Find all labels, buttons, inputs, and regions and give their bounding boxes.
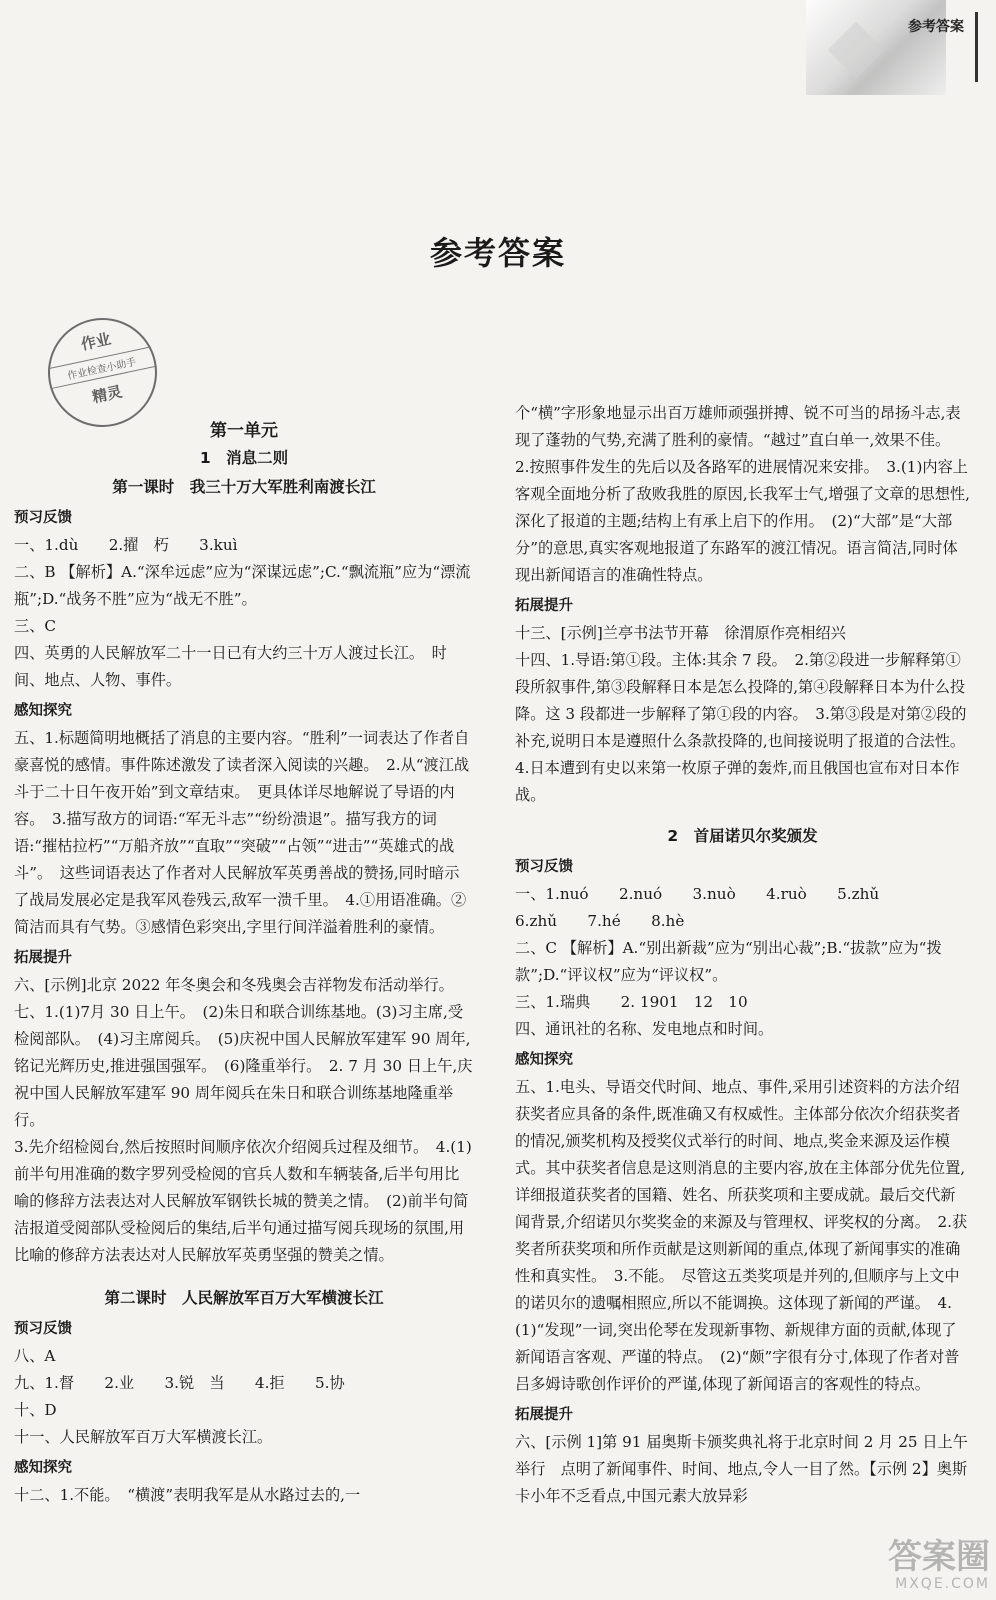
answer-line: 五、1.标题简明地概括了消息的主要内容。“胜利”一词表达了作者自豪喜悦的感情。事件陈述激发了读者深入阅读的兴趣。 2.从“渡江战斗于二十日午夜开始”到文章结束。 更具体详尽地解说了导语的内容。 3.描写敌方的词语:“军无斗志”“纷纷溃退”。描写我方的词语:“摧枯拉朽”“万船齐放”“直取”“突破”“占领”“进击”“英雄式的战斗”。 这些词语表达了作者对人民解放军英勇善战的赞扬,同时暗示了战局发展必定是我军风卷残云,敌军一溃千里。 4.①用语准确。②简洁而具有气势。③感情色彩突出,字里行间洋溢着胜利的豪情。 [14, 729, 470, 936]
answer-line: 3.先介绍检阅台,然后按照时间顺序依次介绍阅兵过程及细节。 4.(1)前半句用准确的数字罗列受检阅的官兵人数和车辆装备,后半句用比喻的修辞方法表达对人民解放军钢铁长城的赞美之情。 (2)前半句简洁报道受阅部队受检阅后的集结,后半句通过描写阅兵现场的氛围,用比喻的修辞方法表达对人民解放军英勇坚强的赞美之情。 [14, 1138, 472, 1264]
section-heading: 感知探究 [14, 1460, 72, 1476]
left-column [14, 418, 474, 1509]
stamp-bottom-text: 精灵 [90, 382, 124, 407]
answer-line: 六、[示例]北京 2022 年冬奥会和冬残奥会吉祥物发布活动举行。 [14, 976, 454, 994]
section-heading: 预习反馈 [515, 859, 573, 875]
answer-line: 四、英勇的人民解放军二十一日已有大约三十万人渡过长江。 时间、地点、人物、事件。 [14, 644, 447, 689]
section-heading: 拓展提升 [515, 1407, 573, 1423]
answer-line: 九、1.督 2.业 3.锐 当 4.拒 5.协 [14, 1374, 345, 1392]
lesson-title-1: 第一课时 我三十万大军胜利南渡长江 [112, 478, 376, 496]
answer-line: 十三、[示例]兰亭书法节开幕 徐渭原作亮相绍兴 [515, 624, 846, 642]
answer-line: 一、1.nuó 2.nuó 3.nuò 4.ruò 5.zhǔ [515, 885, 880, 903]
article-title-2: 2 首届诺贝尔奖颁发 [667, 827, 818, 845]
right-column [515, 400, 970, 1510]
answer-line: 八、A [14, 1347, 56, 1365]
answer-line: 七、1.(1)7月 30 日上午。 (2)朱日和联合训练基地。(3)习主席,受检阅部队。 (4)习主席阅兵。 (5)庆祝中国人民解放军建军 90 周年,铭记光辉历史,推进强国强军。 (6)隆重举行。 2. 7 月 30 日上午,庆祝中国人民解放军建军 90 周年阅兵在朱日和联合训练基地隆重举行。 [14, 1003, 473, 1129]
lesson-title-2: 第二课时 人民解放军百万大军横渡长江 [104, 1289, 384, 1307]
watermark-main-text: 答案圈 [888, 1537, 990, 1577]
answer-line: 六、[示例 1]第 91 届奥斯卡颁奖典礼将于北京时间 2 月 25 日上午举行 点明了新闻事件、时间、地点,令人一目了然。【示例 2】奥斯卡小年不乏看点,中国元素大放异彩 [515, 1433, 968, 1505]
answer-line: 个“横”字形象地显示出百万雄师顽强拼搏、锐不可当的昂扬斗志,表现了蓬勃的气势,充满了胜利的豪情。“越过”直白单一,效果不佳。 2.按照事件发生的先后以及各路军的进展情况来安排。 3.(1)内容上客观全面地分析了敌败我胜的原因,长我军士气,增强了文章的思想性,深化了报道的主题;结构上有承上启下的作用。 (2)“大部”是“大部分”的意思,真实客观地报道了东路军的渡江情况。语言简洁,同时体现出新闻语言的准确性特点。 [515, 404, 970, 584]
page-title: 参考答案 [429, 234, 566, 272]
answer-line: 五、1.电头、导语交代时间、地点、事件,采用引述资料的方法介绍获奖者应具备的条件,既准确又有权威性。主体部分依次介绍获奖者的情况,颁奖机构及授奖仪式举行的时间、地点,奖金来源及运作模式。其中获奖者信息是这则消息的主要内容,放在主体部分优先位置,详细报道获奖者的国籍、姓名、所获奖项和主要成就。最后交代新闻背景,介绍诺贝尔奖奖金的来源及与管理权、评奖权的分离。 2.获奖者所获奖项和所作贡献是这则新闻的重点,体现了新闻事实的准确性和真实性。 3.不能。 尽管这五类奖项是并列的,但顺序与上文中的诺贝尔的遗嘱相照应,所以不能调换。这体现了新闻的严谨。 4.(1)“发现”一词,突出伦琴在发现新事物、新规律方面的贡献,体现了新闻语言客观、严谨的特点。 (2)“颇”字很有分寸,体现了作者对普吕多姆诗歌创作评价的严谨,体现了新闻语言的客观性的特点。 [515, 1078, 968, 1393]
unit-title: 第一单元 [210, 421, 278, 441]
answer-line: 三、C [14, 617, 56, 635]
section-heading: 拓展提升 [515, 598, 573, 614]
answer-line: 二、B 【解析】A.“深牟远虑”应为“深谋远虑”;C.“飘流瓶”应为“漂流瓶”;D.“战务不胜”应为“战无不胜”。 [14, 563, 471, 608]
answer-line: 6.zhǔ 7.hé 8.hè [515, 912, 685, 930]
answer-line: 三、1.瑞典 2. 1901 12 10 [515, 993, 748, 1011]
section-heading: 预习反馈 [14, 510, 72, 526]
answer-line: 一、1.dù 2.擢 朽 3.kuì [14, 536, 238, 554]
answer-line: 十二、1.不能。 “横渡”表明我军是从水路过去的,一 [14, 1486, 361, 1504]
answer-line: 十四、1.导语:第①段。主体:其余 7 段。 2.第②段进一步解释第①段所叙事件,第③段解释日本是怎么投降的,第④段解释日本为什么投降。这 3 段都进一步解释了第①段的内容。 3.第③段是对第②段的补充,说明日本是遵照什么条款投降的,也间接说明了报道的合法性。 [515, 651, 967, 750]
corner-decoration [806, 0, 946, 95]
section-heading: 感知探究 [515, 1052, 573, 1068]
answer-line: 十、D [14, 1401, 57, 1419]
section-heading: 拓展提升 [14, 950, 72, 966]
header-label: 参考答案 [908, 19, 964, 35]
answer-line: 4.日本遭到有史以来第一枚原子弹的轰炸,而且俄国也宣布对日本作战。 [515, 759, 960, 804]
article-title-1: 1 消息二则 [199, 449, 289, 467]
stamp-top-text: 作业 [79, 329, 113, 354]
section-heading: 预习反馈 [14, 1321, 72, 1337]
answer-line: 十一、人民解放军百万大军横渡长江。 [14, 1428, 273, 1446]
stamp-middle-text: 作业检查小助手 [48, 346, 155, 388]
watermark-sub-text: MXQE.COM [895, 1576, 990, 1592]
header-rule [975, 12, 978, 82]
answer-line: 四、通讯社的名称、发电地点和时间。 [515, 1020, 774, 1038]
section-heading: 感知探究 [14, 703, 72, 719]
answer-line: 二、C 【解析】A.“别出新裁”应为“别出心裁”;B.“拔款”应为“拨款”;D.“评议权”应为“评议权”。 [515, 939, 942, 984]
watermark-logo [840, 1538, 990, 1596]
